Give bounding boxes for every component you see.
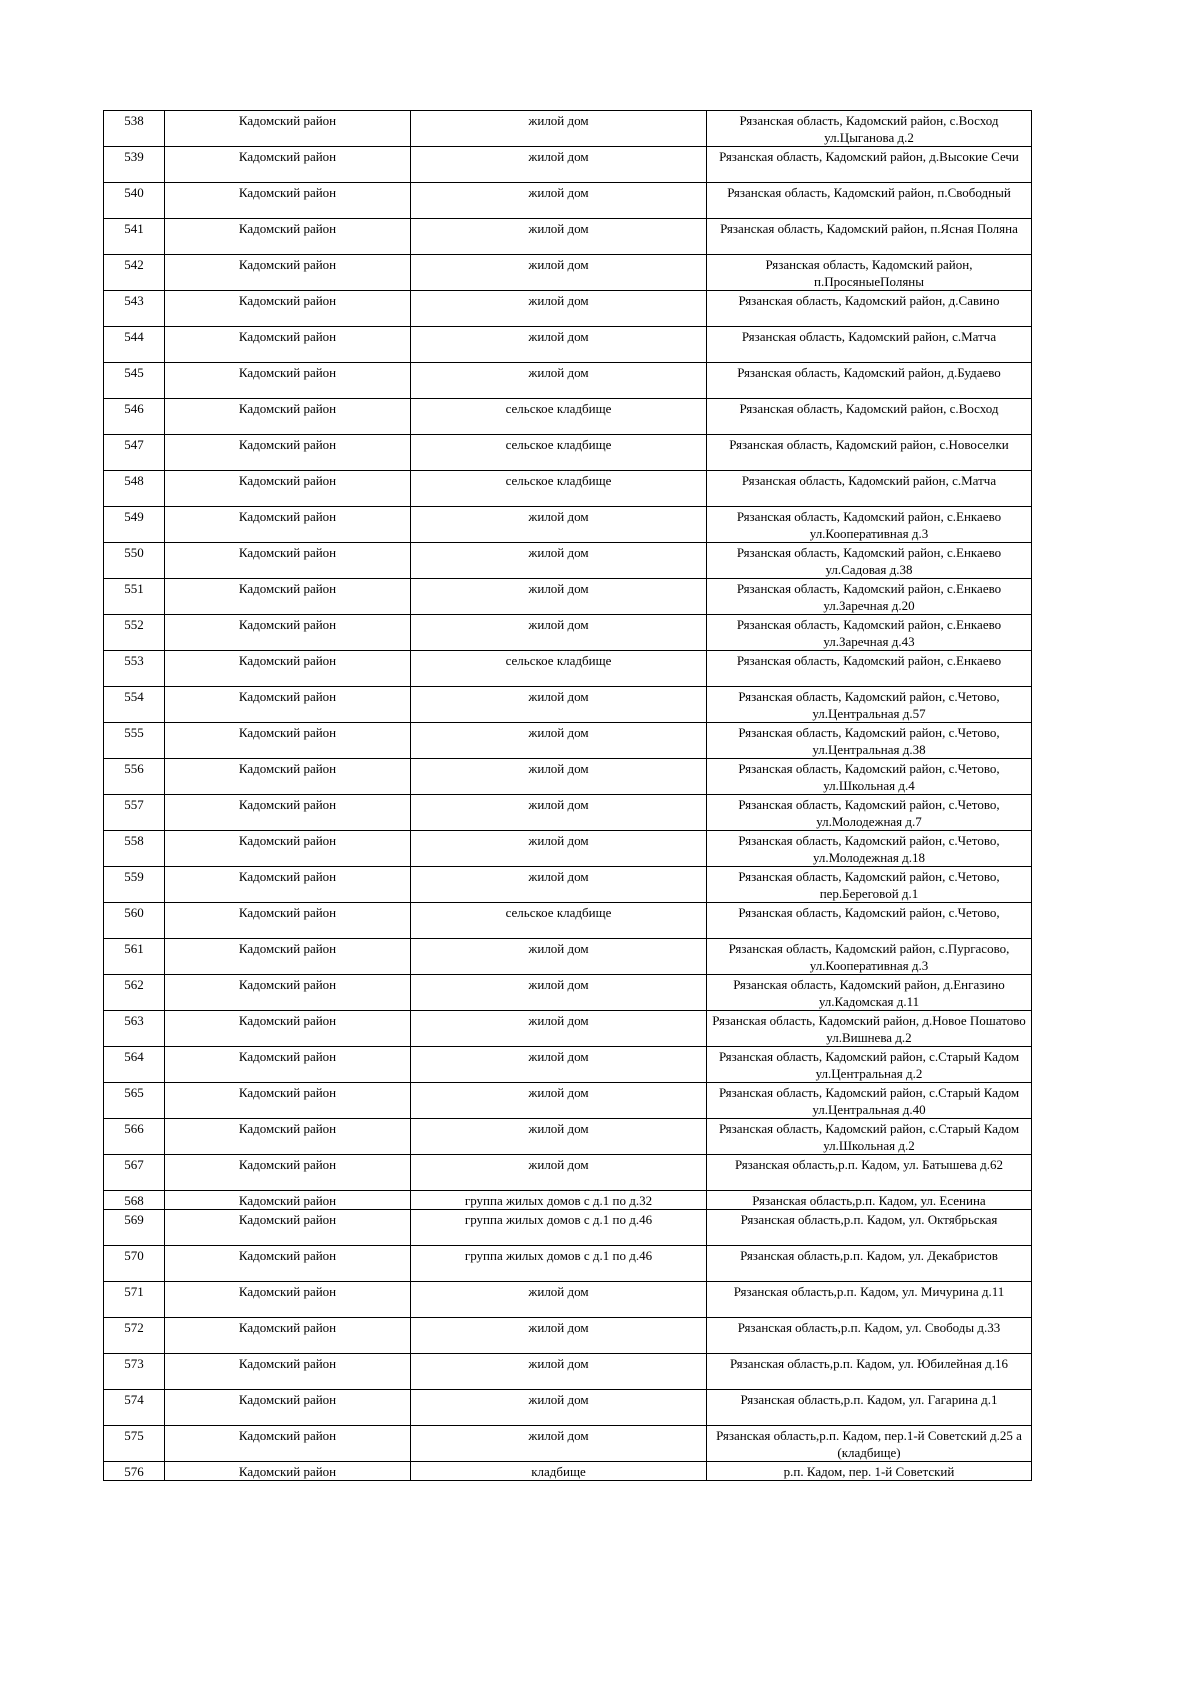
row-number-cell: 548: [104, 471, 165, 507]
district-cell: Кадомский район: [165, 795, 411, 831]
table-row: [104, 1047, 1032, 1083]
table-row: [104, 1155, 1032, 1191]
district-cell: Кадомский район: [165, 471, 411, 507]
object-type-cell: жилой дом: [411, 831, 707, 867]
row-number-cell: 546: [104, 399, 165, 435]
address-cell: Рязанская область, Кадомский район, с.Четово, ул.Центральная д.57: [707, 687, 1032, 723]
address-cell: Рязанская область,р.п. Кадом, ул. Декабристов: [707, 1246, 1032, 1282]
object-type-cell: жилой дом: [411, 723, 707, 759]
table-row: [104, 1282, 1032, 1318]
table-row: [104, 831, 1032, 867]
table-row: [104, 543, 1032, 579]
district-cell: Кадомский район: [165, 399, 411, 435]
table-row: [104, 1011, 1032, 1047]
address-cell: Рязанская область, Кадомский район, с.Енкаево ул.Садовая д.38: [707, 543, 1032, 579]
row-number-cell: 571: [104, 1282, 165, 1318]
table-row: [104, 363, 1032, 399]
district-cell: Кадомский район: [165, 111, 411, 147]
district-cell: Кадомский район: [165, 1246, 411, 1282]
address-cell: Рязанская область, Кадомский район, с.Четово,: [707, 903, 1032, 939]
row-number-cell: 559: [104, 867, 165, 903]
address-cell: Рязанская область, Кадомский район, с.Старый Кадом ул.Школьная д.2: [707, 1119, 1032, 1155]
district-cell: Кадомский район: [165, 219, 411, 255]
object-type-cell: жилой дом: [411, 1083, 707, 1119]
table-row: [104, 471, 1032, 507]
object-type-cell: группа жилых домов с д.1 по д.46: [411, 1246, 707, 1282]
address-cell: Рязанская область,р.п. Кадом, ул. Гагарина д.1: [707, 1390, 1032, 1426]
address-cell: Рязанская область, Кадомский район, с.Четово, ул.Молодежная д.18: [707, 831, 1032, 867]
object-type-cell: жилой дом: [411, 255, 707, 291]
object-type-cell: жилой дом: [411, 939, 707, 975]
table-row: [104, 147, 1032, 183]
row-number-cell: 569: [104, 1210, 165, 1246]
table-row: [104, 255, 1032, 291]
table-row: [104, 1246, 1032, 1282]
table-row: [104, 1426, 1032, 1462]
object-type-cell: сельское кладбище: [411, 903, 707, 939]
object-type-cell: жилой дом: [411, 1354, 707, 1390]
table-row: [104, 579, 1032, 615]
object-type-cell: жилой дом: [411, 1155, 707, 1191]
table-row: [104, 1119, 1032, 1155]
row-number-cell: 558: [104, 831, 165, 867]
row-number-cell: 565: [104, 1083, 165, 1119]
object-type-cell: жилой дом: [411, 759, 707, 795]
object-type-cell: жилой дом: [411, 795, 707, 831]
object-type-cell: жилой дом: [411, 975, 707, 1011]
object-type-cell: жилой дом: [411, 615, 707, 651]
table-row: [104, 975, 1032, 1011]
object-type-cell: жилой дом: [411, 147, 707, 183]
table-row: [104, 291, 1032, 327]
district-cell: Кадомский район: [165, 1047, 411, 1083]
address-cell: Рязанская область,р.п. Кадом, ул. Октябрьская: [707, 1210, 1032, 1246]
object-type-cell: жилой дом: [411, 1047, 707, 1083]
table-row: [104, 1210, 1032, 1246]
row-number-cell: 541: [104, 219, 165, 255]
row-number-cell: 564: [104, 1047, 165, 1083]
row-number-cell: 562: [104, 975, 165, 1011]
row-number-cell: 539: [104, 147, 165, 183]
object-type-cell: жилой дом: [411, 327, 707, 363]
object-type-cell: жилой дом: [411, 1282, 707, 1318]
district-cell: Кадомский район: [165, 759, 411, 795]
row-number-cell: 575: [104, 1426, 165, 1462]
row-number-cell: 567: [104, 1155, 165, 1191]
row-number-cell: 555: [104, 723, 165, 759]
row-number-cell: 573: [104, 1354, 165, 1390]
address-cell: Рязанская область, Кадомский район, с.Четово, пер.Береговой д.1: [707, 867, 1032, 903]
table-row: [104, 795, 1032, 831]
district-cell: Кадомский район: [165, 291, 411, 327]
district-cell: Кадомский район: [165, 1155, 411, 1191]
district-cell: Кадомский район: [165, 255, 411, 291]
address-cell: Рязанская область,р.п. Кадом, ул. Свободы д.33: [707, 1318, 1032, 1354]
row-number-cell: 574: [104, 1390, 165, 1426]
object-type-cell: группа жилых домов с д.1 по д.32: [411, 1191, 707, 1210]
object-type-cell: группа жилых домов с д.1 по д.46: [411, 1210, 707, 1246]
object-type-cell: жилой дом: [411, 1318, 707, 1354]
object-type-cell: жилой дом: [411, 543, 707, 579]
object-type-cell: жилой дом: [411, 579, 707, 615]
object-type-cell: сельское кладбище: [411, 651, 707, 687]
row-number-cell: 563: [104, 1011, 165, 1047]
address-cell: Рязанская область,р.п. Кадом, ул. Мичурина д.11: [707, 1282, 1032, 1318]
table-row: [104, 435, 1032, 471]
address-cell: Рязанская область, Кадомский район, с.Енкаево ул.Заречная д.43: [707, 615, 1032, 651]
district-cell: Кадомский район: [165, 1426, 411, 1462]
row-number-cell: 544: [104, 327, 165, 363]
district-cell: Кадомский район: [165, 1390, 411, 1426]
row-number-cell: 568: [104, 1191, 165, 1210]
row-number-cell: 552: [104, 615, 165, 651]
object-type-cell: жилой дом: [411, 363, 707, 399]
object-type-cell: жилой дом: [411, 867, 707, 903]
address-cell: Рязанская область, Кадомский район, с.Четово, ул.Школьная д.4: [707, 759, 1032, 795]
district-cell: Кадомский район: [165, 1191, 411, 1210]
district-cell: Кадомский район: [165, 435, 411, 471]
table-row: [104, 1462, 1032, 1481]
row-number-cell: 566: [104, 1119, 165, 1155]
table-row: [104, 507, 1032, 543]
district-cell: Кадомский район: [165, 903, 411, 939]
district-cell: Кадомский район: [165, 687, 411, 723]
row-number-cell: 545: [104, 363, 165, 399]
table-row: [104, 759, 1032, 795]
table-row: [104, 327, 1032, 363]
district-cell: Кадомский район: [165, 507, 411, 543]
address-cell: Рязанская область, Кадомский район, д.Высокие Сечи: [707, 147, 1032, 183]
address-cell: Рязанская область, Кадомский район, д.Енгазино ул.Кадомская д.11: [707, 975, 1032, 1011]
row-number-cell: 549: [104, 507, 165, 543]
row-number-cell: 550: [104, 543, 165, 579]
address-cell: Рязанская область, Кадомский район, п.Ясная Поляна: [707, 219, 1032, 255]
district-cell: Кадомский район: [165, 1462, 411, 1481]
address-cell: Рязанская область, Кадомский район, п.Свободный: [707, 183, 1032, 219]
district-cell: Кадомский район: [165, 579, 411, 615]
object-type-cell: жилой дом: [411, 1119, 707, 1155]
address-cell: р.п. Кадом, пер. 1-й Советский: [707, 1462, 1032, 1481]
district-cell: Кадомский район: [165, 1210, 411, 1246]
address-cell: Рязанская область, Кадомский район, д.Новое Пошатово ул.Вишнева д.2: [707, 1011, 1032, 1047]
district-cell: Кадомский район: [165, 1011, 411, 1047]
address-cell: Рязанская область, Кадомский район, с.Восход ул.Цыганова д.2: [707, 111, 1032, 147]
district-cell: Кадомский район: [165, 183, 411, 219]
row-number-cell: 556: [104, 759, 165, 795]
row-number-cell: 572: [104, 1318, 165, 1354]
district-cell: Кадомский район: [165, 1282, 411, 1318]
row-number-cell: 540: [104, 183, 165, 219]
row-number-cell: 542: [104, 255, 165, 291]
row-number-cell: 551: [104, 579, 165, 615]
row-number-cell: 554: [104, 687, 165, 723]
table-row: [104, 219, 1032, 255]
address-cell: Рязанская область, Кадомский район, с.Четово, ул.Молодежная д.7: [707, 795, 1032, 831]
district-cell: Кадомский район: [165, 615, 411, 651]
table-row: [104, 1390, 1032, 1426]
table-row: [104, 1191, 1032, 1210]
table-row: [104, 939, 1032, 975]
row-number-cell: 576: [104, 1462, 165, 1481]
row-number-cell: 543: [104, 291, 165, 327]
table-body: [104, 111, 1032, 1481]
table-row: [104, 615, 1032, 651]
district-cell: Кадомский район: [165, 651, 411, 687]
address-cell: Рязанская область, Кадомский район, с.Пургасово, ул.Кооперативная д.3: [707, 939, 1032, 975]
address-cell: Рязанская область, Кадомский район, с.Старый Кадом ул.Центральная д.40: [707, 1083, 1032, 1119]
address-cell: Рязанская область, Кадомский район, с.Енкаево ул.Кооперативная д.3: [707, 507, 1032, 543]
row-number-cell: 561: [104, 939, 165, 975]
object-type-cell: сельское кладбище: [411, 471, 707, 507]
object-type-cell: жилой дом: [411, 687, 707, 723]
table-row: [104, 723, 1032, 759]
object-type-cell: жилой дом: [411, 507, 707, 543]
row-number-cell: 570: [104, 1246, 165, 1282]
table-row: [104, 1318, 1032, 1354]
object-type-cell: жилой дом: [411, 183, 707, 219]
object-type-cell: сельское кладбище: [411, 399, 707, 435]
address-cell: Рязанская область, Кадомский район, д.Будаево: [707, 363, 1032, 399]
table-row: [104, 399, 1032, 435]
address-cell: Рязанская область, Кадомский район, с.Новоселки: [707, 435, 1032, 471]
address-cell: Рязанская область, Кадомский район, с.Четово, ул.Центральная д.38: [707, 723, 1032, 759]
table-row: [104, 1354, 1032, 1390]
row-number-cell: 560: [104, 903, 165, 939]
address-cell: Рязанская область,р.п. Кадом, ул. Батышева д.62: [707, 1155, 1032, 1191]
address-cell: Рязанская область, Кадомский район, с.Енкаево: [707, 651, 1032, 687]
district-cell: Кадомский район: [165, 1318, 411, 1354]
address-cell: Рязанская область,р.п. Кадом, ул. Есенина: [707, 1191, 1032, 1210]
address-cell: Рязанская область,р.п. Кадом, ул. Юбилейная д.16: [707, 1354, 1032, 1390]
table-row: [104, 1083, 1032, 1119]
object-type-cell: жилой дом: [411, 1426, 707, 1462]
object-type-cell: жилой дом: [411, 1390, 707, 1426]
table-row: [104, 687, 1032, 723]
row-number-cell: 553: [104, 651, 165, 687]
district-cell: Кадомский район: [165, 723, 411, 759]
table-row: [104, 183, 1032, 219]
row-number-cell: 538: [104, 111, 165, 147]
object-type-cell: кладбище: [411, 1462, 707, 1481]
district-cell: Кадомский район: [165, 327, 411, 363]
district-cell: Кадомский район: [165, 363, 411, 399]
district-cell: Кадомский район: [165, 147, 411, 183]
district-cell: Кадомский район: [165, 1119, 411, 1155]
address-cell: Рязанская область, Кадомский район, с.Матча: [707, 327, 1032, 363]
address-cell: Рязанская область, Кадомский район, с.Матча: [707, 471, 1032, 507]
district-cell: Кадомский район: [165, 1083, 411, 1119]
district-cell: Кадомский район: [165, 1354, 411, 1390]
address-cell: Рязанская область, Кадомский район, с.Старый Кадом ул.Центральная д.2: [707, 1047, 1032, 1083]
district-cell: Кадомский район: [165, 939, 411, 975]
object-type-cell: жилой дом: [411, 291, 707, 327]
address-cell: Рязанская область,р.п. Кадом, пер.1-й Советский д.25 а (кладбище): [707, 1426, 1032, 1462]
object-type-cell: жилой дом: [411, 219, 707, 255]
district-cell: Кадомский район: [165, 975, 411, 1011]
table-row: [104, 111, 1032, 147]
table-row: [104, 867, 1032, 903]
address-cell: Рязанская область, Кадомский район, д.Савино: [707, 291, 1032, 327]
district-cell: Кадомский район: [165, 831, 411, 867]
table-row: [104, 651, 1032, 687]
objects-table: [103, 110, 1032, 1481]
address-cell: Рязанская область, Кадомский район, с.Енкаево ул.Заречная д.20: [707, 579, 1032, 615]
row-number-cell: 547: [104, 435, 165, 471]
row-number-cell: 557: [104, 795, 165, 831]
district-cell: Кадомский район: [165, 543, 411, 579]
object-type-cell: жилой дом: [411, 111, 707, 147]
object-type-cell: сельское кладбище: [411, 435, 707, 471]
address-cell: Рязанская область, Кадомский район, с.Восход: [707, 399, 1032, 435]
address-cell: Рязанская область, Кадомский район, п.ПросяныеПоляны: [707, 255, 1032, 291]
table-row: [104, 903, 1032, 939]
object-type-cell: жилой дом: [411, 1011, 707, 1047]
district-cell: Кадомский район: [165, 867, 411, 903]
